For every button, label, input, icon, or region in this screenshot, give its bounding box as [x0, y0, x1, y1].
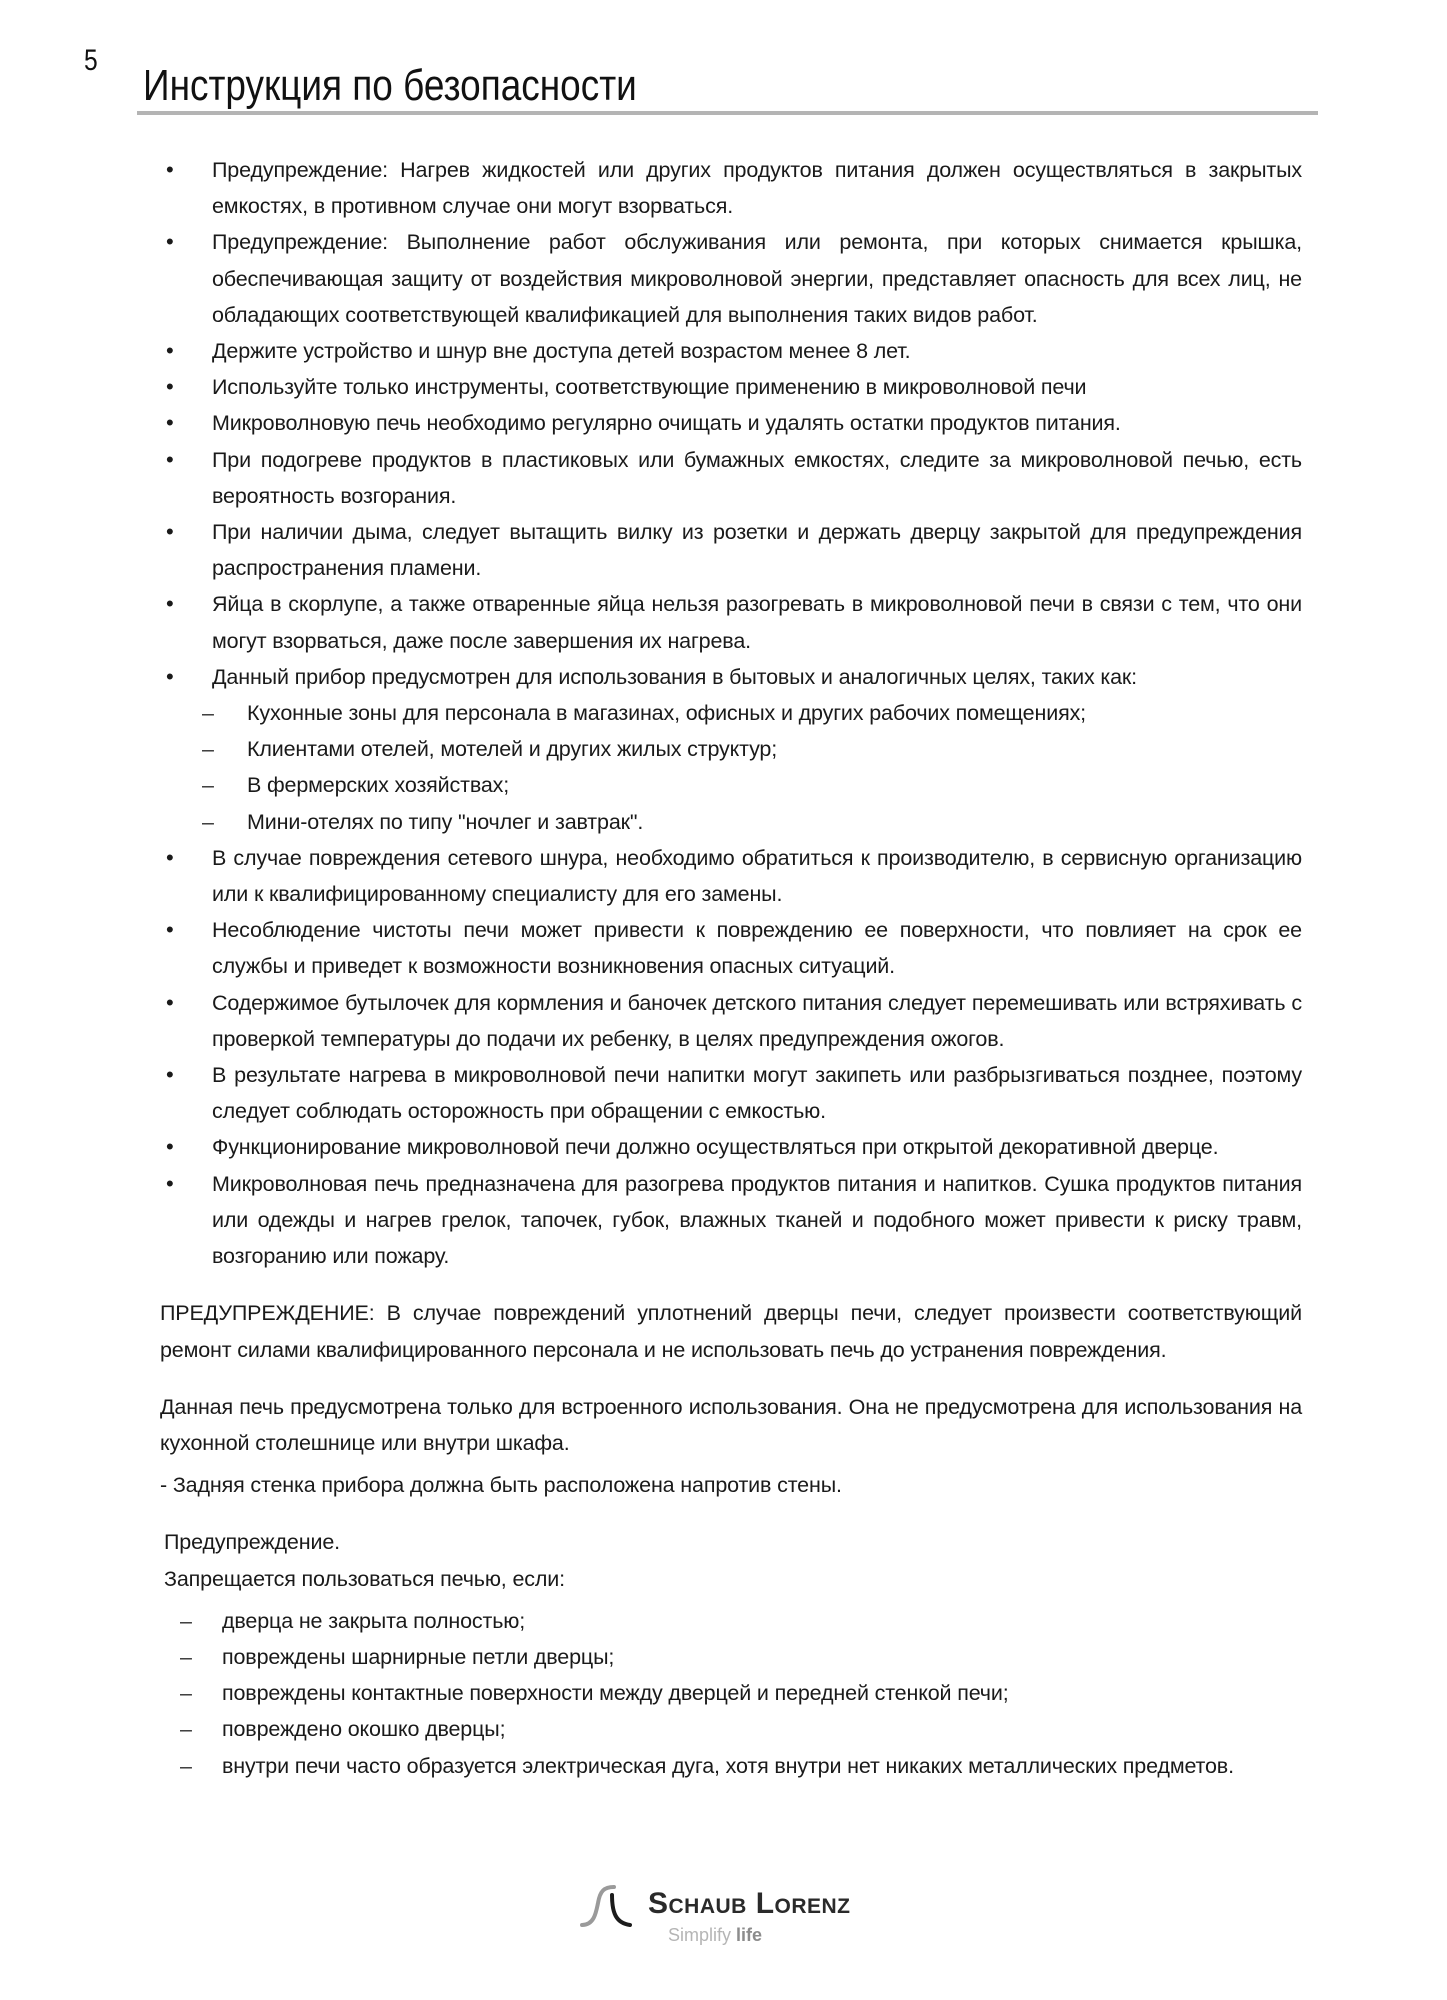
- page-number: 5: [84, 44, 98, 77]
- dash-icon: –: [180, 1608, 192, 1633]
- safety-bullet-item: [160, 1129, 1302, 1165]
- usage-sublist: [160, 695, 1302, 840]
- bullet-icon: •: [166, 446, 174, 472]
- safety-bullet-item: [160, 985, 1302, 1057]
- safety-bullet-item: [160, 333, 1302, 369]
- prohibition-item: [160, 1748, 1302, 1784]
- prohibition-item: [160, 1675, 1302, 1711]
- bullet-icon: •: [166, 1170, 174, 1196]
- bullet-text: Яйца в скорлупе, а также отваренные яйца нельзя разогревать в микроволновой печи в связи с тем, что они могут взорваться, даже после завершения их нагрева.: [212, 592, 1302, 653]
- safety-bullet-item: [160, 514, 1302, 586]
- logo-tagline-bold: life: [736, 1925, 763, 1945]
- bullet-text: Предупреждение: Нагрев жидкостей или других продуктов питания должен осуществляться в закрытых емкостях, в противном случае они могут взорваться.: [212, 158, 1302, 219]
- safety-bullet-item: [160, 369, 1302, 405]
- document-body: [160, 152, 1302, 1784]
- prohibition-text: повреждено окошко дверцы;: [222, 1717, 506, 1742]
- bullet-text: Используйте только инструменты, соответствующие применению в микроволновой печи: [212, 375, 1087, 400]
- bullet-icon: •: [166, 1062, 174, 1088]
- prohibition-text: внутри печи часто образуется электрическая дуга, хотя внутри нет никаких металлических предметов.: [222, 1753, 1234, 1778]
- bullet-text: В случае повреждения сетевого шнура, необходимо обратиться к производителю, в сервисную организацию или к квалифицированному специалисту для его замены.: [212, 845, 1302, 907]
- bullet-icon: •: [166, 410, 174, 436]
- prohibition-text: повреждены шарнирные петли дверцы;: [222, 1644, 615, 1669]
- dash-icon: –: [180, 1681, 192, 1706]
- safety-bullet-item: [160, 224, 1302, 333]
- bullet-icon: •: [166, 591, 174, 617]
- bullet-icon: •: [166, 917, 174, 943]
- bullet-icon: •: [166, 374, 174, 400]
- prohibition-text: повреждены контактные поверхности между дверцей и передней стенкой печи;: [222, 1681, 1009, 1706]
- door-seal-warning: ПРЕДУПРЕЖДЕНИЕ: В случае повреждений уплотнений дверцы печи, следует произвести соответствующий ремонт силами квалифицированного персонала и не использовать печь до устранения повреждения.: [160, 1301, 1302, 1362]
- bullet-icon: •: [166, 229, 174, 255]
- bullet-text: Держите устройство и шнур вне доступа детей возрастом менее 8 лет.: [212, 339, 911, 364]
- bullet-icon: •: [166, 1134, 174, 1160]
- bullet-icon: •: [166, 519, 174, 545]
- bullet-text: Несоблюдение чистоты печи может привести к повреждению ее поверхности, что повлияет на срок ее службы и приведет к возможности возникновения опасных ситуаций.: [212, 918, 1302, 979]
- built-in-notice: Данная печь предусмотрена только для встроенного использования. Она не предусмотрена для использования на кухонной столешнице или внутри шкафа.: [160, 1394, 1302, 1455]
- bullet-icon: •: [166, 989, 174, 1015]
- bullet-icon: •: [166, 663, 174, 689]
- bullet-text: Данный прибор предусмотрен для использования в бытовых и аналогичных целях, таких как:: [212, 664, 1137, 689]
- bullet-text: Микроволновая печь предназначена для разогрева продуктов питания и напитков. Сушка продуктов питания или одежды и нагрев грелок, тапочек, губок, влажных тканей и подобного может привести к риску травм, возгоранию или пожару.: [212, 1171, 1302, 1269]
- safety-bullet-item: [160, 152, 1302, 224]
- bullet-text: Микроволновую печь необходимо регулярно очищать и удалять остатки продуктов питания.: [212, 411, 1121, 436]
- safety-bullet-item: [160, 1057, 1302, 1129]
- prohibition-intro: Запрещается пользоваться печью, если:: [164, 1566, 565, 1591]
- subitem-text: Мини-отелях по типу "ночлег и завтрак".: [247, 809, 644, 834]
- subitem-text: Кухонные зоны для персонала в магазинах, офисных и других рабочих помещениях;: [247, 701, 1086, 726]
- schaub-lorenz-logo: [580, 1883, 900, 1963]
- safety-bullet-item: [160, 912, 1302, 984]
- prohibition-item: [160, 1603, 1302, 1639]
- usage-subitem: [160, 731, 1302, 767]
- bullet-icon: •: [166, 338, 174, 364]
- logo-tagline-light: Simplify: [668, 1925, 732, 1945]
- bullet-text: В результате нагрева в микроволновой печи напитки могут закипеть или разбрызгиваться позднее, поэтому следует соблюдать осторожность при обращении с емкостью.: [212, 1063, 1302, 1124]
- bullet-text: Функционирование микроволновой печи должно осуществляться при открытой декоративной дверце.: [212, 1135, 1219, 1160]
- dash-icon: –: [202, 773, 214, 798]
- usage-subitem: [160, 804, 1302, 840]
- logo-brand-name: [648, 1887, 851, 1921]
- safety-bullet-list: [160, 152, 1302, 1274]
- logo-brand-first: Schaub: [648, 1887, 747, 1920]
- logo-tagline: [668, 1925, 762, 1946]
- prohibition-list: [160, 1603, 1302, 1784]
- bullet-text: Содержимое бутылочек для кормления и баночек детского питания следует перемешивать или встряхивать с проверкой температуры до подачи их ребенку, в целях предупреждения ожогов.: [212, 990, 1302, 1051]
- page-title: Инструкция по безопасности: [143, 61, 637, 110]
- title-divider: [137, 111, 1318, 115]
- dash-icon: –: [180, 1717, 192, 1742]
- bullet-text: При подогреве продуктов в пластиковых или бумажных емкостях, следите за микроволновой печью, есть вероятность возгорания.: [212, 447, 1302, 508]
- logo-wave-icon: [580, 1883, 640, 1935]
- bullet-text: Предупреждение: Выполнение работ обслуживания или ремонта, при которых снимается крышка, обеспечивающая защиту от воздействия микроволновой энергии, представляет опасность для всех лиц, не обладающих соответствующей квалификацией для выполнения таких видов работ.: [212, 230, 1302, 327]
- subitem-text: Клиентами отелей, мотелей и других жилых структур;: [247, 737, 778, 762]
- rear-wall-note: - Задняя стенка прибора должна быть расположена напротив стены.: [160, 1473, 842, 1498]
- dash-icon: –: [202, 809, 214, 834]
- prohibition-item: [160, 1711, 1302, 1747]
- logo-brand-second: Lorenz: [755, 1887, 851, 1920]
- dash-icon: –: [180, 1644, 192, 1669]
- bullet-text: При наличии дыма, следует вытащить вилку из розетки и держать дверцу закрытой для предупреждения распространения пламени.: [212, 520, 1302, 581]
- prohibition-text: дверца не закрыта полностью;: [222, 1608, 526, 1633]
- safety-bullet-item: [160, 405, 1302, 441]
- bullet-icon: •: [166, 157, 174, 182]
- prohibition-item: [160, 1639, 1302, 1675]
- safety-bullet-item: [160, 586, 1302, 658]
- usage-subitem: [160, 767, 1302, 803]
- safety-bullet-item: [160, 1166, 1302, 1275]
- usage-subitem: [160, 695, 1302, 731]
- dash-icon: –: [202, 737, 214, 762]
- dash-icon: –: [202, 701, 214, 726]
- safety-bullet-item: [160, 659, 1302, 840]
- subitem-text: В фермерских хозяйствах;: [247, 773, 510, 798]
- bullet-icon: •: [166, 844, 174, 870]
- dash-icon: –: [180, 1753, 192, 1778]
- safety-bullet-item: [160, 840, 1302, 912]
- prohibition-heading: Предупреждение.: [164, 1530, 340, 1555]
- safety-bullet-item: [160, 442, 1302, 514]
